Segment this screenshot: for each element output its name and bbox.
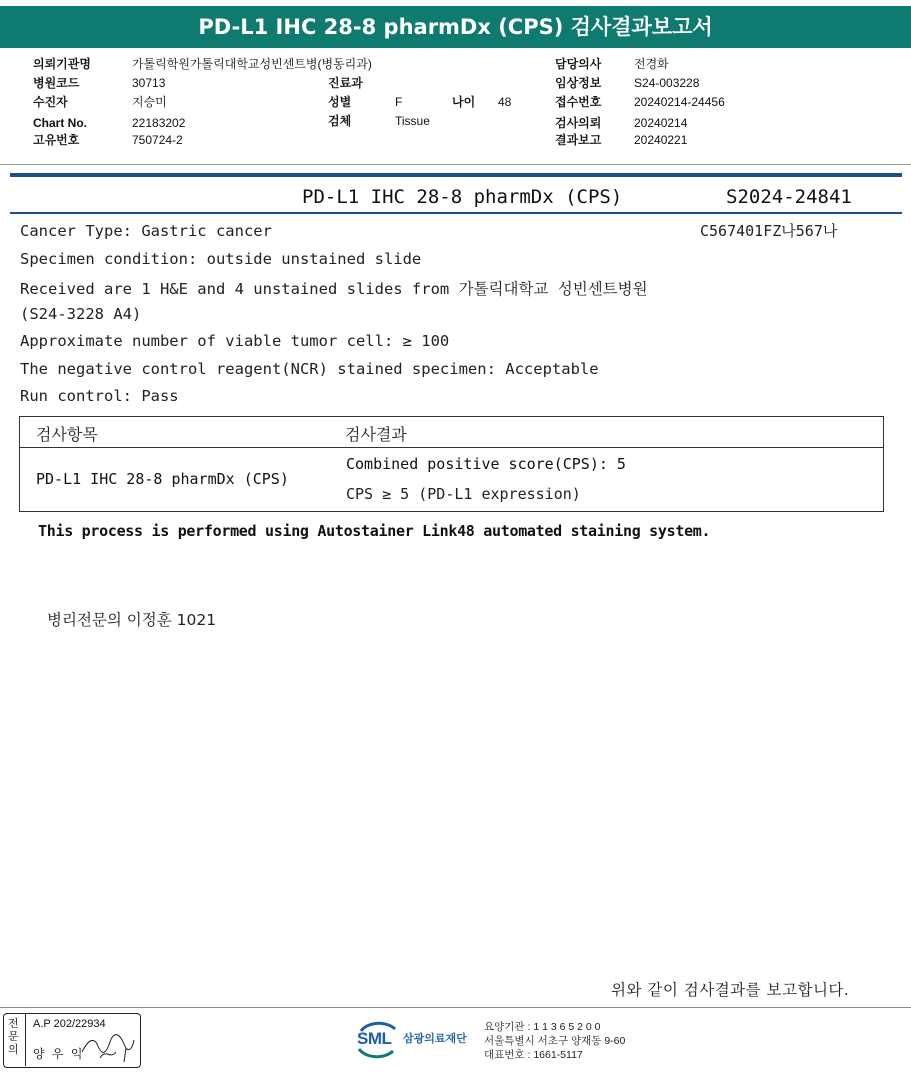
specimen-label: 검체 [328,114,352,128]
footer-institution-code: 요양기관 : 1 1 3 6 5 2 0 0 [484,1021,601,1033]
specimen-value: Tissue [395,114,430,128]
department-label: 진료과 [328,76,363,90]
age-label: 나이 [452,95,476,109]
signature-scribble [80,1030,136,1064]
doctor-label: 담당의사 [555,57,602,71]
accession-number: S2024-24841 [726,186,852,208]
result-table [19,416,884,512]
cps-interpretation: CPS ≥ 5 (PD-L1 expression) [346,485,581,503]
ncr-line: The negative control reagent(NCR) stained specimen: Acceptable [20,360,599,378]
hospital-code-value: 30713 [132,76,166,90]
test-item: PD-L1 IHC 28-8 pharmDx (CPS) [36,470,289,488]
section-title: PD-L1 IHC 28-8 pharmDx (CPS) [302,186,623,208]
org-name: 삼광의료재단 [403,1032,467,1045]
clinical-label: 임상정보 [555,76,602,90]
pathologist-signature: 병리전문의 이정훈 1021 [47,611,217,629]
report-title: PD-L1 IHC 28-8 pharmDx (CPS) 검사결과보고서 [0,6,911,48]
receipt-value: 20240214-24456 [634,95,725,109]
request-value: 20240214 [634,116,688,130]
stamp-name: 양 우 익 [33,1047,85,1061]
chart-label: Chart No. [33,116,87,130]
request-label: 검사의뢰 [555,116,602,130]
tumor-cell-line: Approximate number of viable tumor cell: ≥ 100 [20,332,450,350]
footer-phone: 대표번호 : 1661-5117 [484,1049,583,1061]
slide-id-line: (S24-3228 A4) [20,305,142,323]
unique-value: 750724-2 [132,133,183,147]
patient-label: 수진자 [33,95,68,109]
chart-value: 22183202 [132,116,186,130]
result-date-label: 결과보고 [555,133,602,147]
institution-label: 의뢰기관명 [33,57,91,71]
col-result-header: 검사결과 [345,425,407,444]
sex-label: 성별 [328,95,352,109]
sub-id: C567401FZ나567나 [700,222,838,240]
received-line: Received are 1 H&E and 4 unstained slides from 가톨릭대학교 성빈센트병원 [20,280,648,298]
report-closing: 위와 같이 검사결과를 보고합니다. [611,981,850,999]
hospital-code-label: 병원코드 [33,76,80,90]
run-control-line: Run control: Pass [20,387,179,405]
stamp-ap-line: A.P 202/22934 [33,1018,106,1030]
institution-value: 가톨릭학원가톨릭대학교성빈센트병(병동리과) [132,57,372,71]
receipt-label: 접수번호 [555,95,602,109]
footer-address: 서울특별시 서초구 양재동 9-60 [484,1035,626,1047]
header-divider [0,164,911,165]
sex-value: F [395,95,403,109]
doctor-value: 전경화 [634,57,669,71]
unique-label: 고유번호 [33,133,80,147]
section-top-rule [10,173,902,177]
sml-logo [355,1019,399,1059]
stamp-side-label: 전문의 [8,1018,19,1056]
table-header-divider [20,447,883,448]
specimen-condition-line: Specimen condition: outside unstained slide [20,250,422,268]
sml-logo-text: SML [357,1029,392,1048]
process-statement: This process is performed using Autostainer Link48 automated staining system. [38,522,711,540]
section-bottom-rule [10,212,902,214]
patient-value: 지승미 [132,95,167,109]
result-date-value: 20240221 [634,133,688,147]
cps-score: Combined positive score(CPS): 5 [346,455,626,473]
col-item-header: 검사항목 [36,425,98,444]
footer-divider [0,1007,911,1008]
cancer-type-line: Cancer Type: Gastric cancer [20,222,272,240]
age-value: 48 [498,95,512,109]
clinical-value: S24-003228 [634,76,700,90]
